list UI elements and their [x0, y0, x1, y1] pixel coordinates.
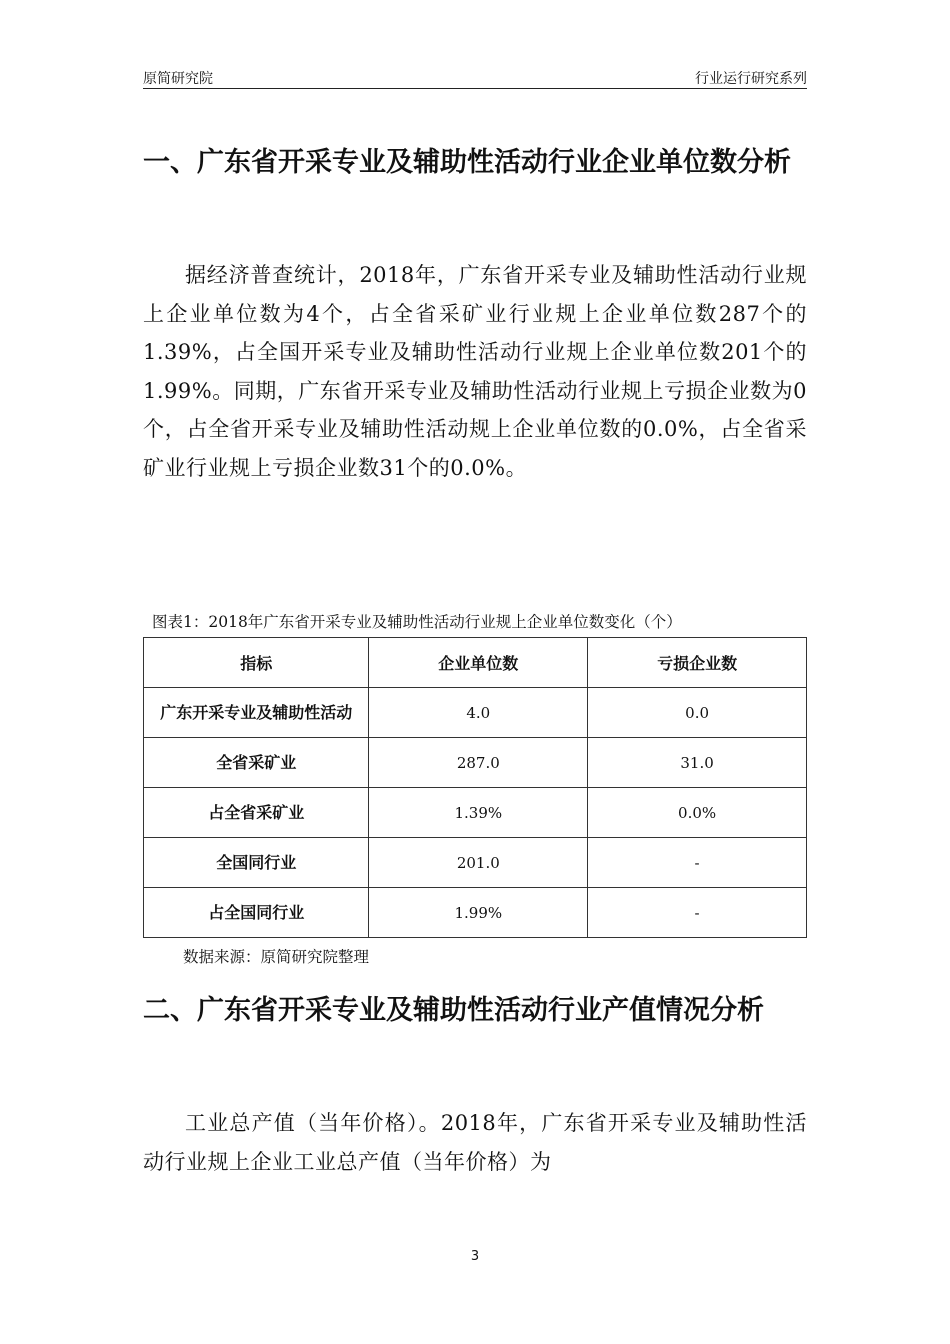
page-number: 3 [470, 1249, 480, 1264]
section1-paragraph: 据经济普查统计，2018年，广东省开采专业及辅助性活动行业规上企业单位数为4个，占全省采矿业行业规上企业单位数287个的1.39%，占全国开采专业及辅助性活动行业规上企业单位数201个的1.99%。同期，广东省开采专业及辅助性活动行业规上亏损企业数为0个，占全省开采专业及辅助性活动规上企业单位数的0.0%，占全省采矿业行业规上亏损企业数31个的0.0%。 [143, 263, 807, 480]
table-source-note: 数据来源：原简研究院整理 [183, 948, 370, 966]
row-label: 广东开采专业及辅助性活动 [144, 688, 369, 738]
row-value: 1.99% [369, 888, 588, 938]
row-label: 全国同行业 [144, 838, 369, 888]
table-row [144, 888, 807, 938]
data-table [143, 637, 807, 938]
row-value: 0.0 [588, 688, 807, 738]
page-header [143, 64, 807, 89]
table-header-cell: 指标 [144, 638, 369, 688]
table-header-cell: 企业单位数 [369, 638, 588, 688]
row-value: - [588, 838, 807, 888]
row-value: - [588, 888, 807, 938]
table-caption: 图表1：2018年广东省开采专业及辅助性活动行业规上企业单位数变化（个） [152, 613, 682, 631]
row-value: 31.0 [588, 738, 807, 788]
row-label: 占全国同行业 [144, 888, 369, 938]
table-row [144, 688, 807, 738]
row-value: 287.0 [369, 738, 588, 788]
table-row [144, 788, 807, 838]
section2-paragraph: 工业总产值（当年价格）。2018年，广东省开采专业及辅助性活动行业规上企业工业总产值（当年价格）为 [143, 1111, 807, 1174]
header-series-name: 行业运行研究系列 [695, 71, 807, 87]
row-value: 1.39% [369, 788, 588, 838]
row-value: 0.0% [588, 788, 807, 838]
table-header-row [144, 638, 807, 688]
section1-heading: 一、广东省开采专业及辅助性活动行业企业单位数分析 [143, 147, 791, 178]
table-row [144, 738, 807, 788]
row-label: 全省采矿业 [144, 738, 369, 788]
section2-heading: 二、广东省开采专业及辅助性活动行业产值情况分析 [143, 995, 764, 1026]
table-header-cell: 亏损企业数 [588, 638, 807, 688]
header-org-name: 原简研究院 [143, 71, 213, 87]
row-value: 4.0 [369, 688, 588, 738]
row-value: 201.0 [369, 838, 588, 888]
table-row [144, 838, 807, 888]
row-label: 占全省采矿业 [144, 788, 369, 838]
